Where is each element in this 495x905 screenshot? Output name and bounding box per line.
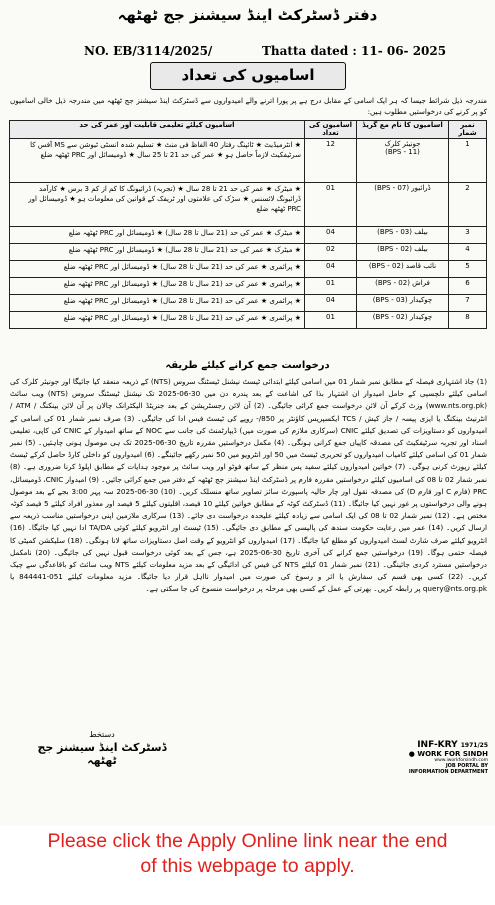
inf-number: 1971/25 xyxy=(460,742,488,749)
cell-count: 02 xyxy=(305,244,357,261)
inf-code-text: INF-KRY xyxy=(417,740,458,750)
post-scale: (BPS - 02) xyxy=(372,313,408,321)
table-row xyxy=(10,278,487,295)
logo-site: www.iworkforsindh.com xyxy=(434,758,488,763)
post-name: ڈرائیور xyxy=(411,184,431,192)
cell-serial: 8 xyxy=(449,312,487,329)
table-header-row xyxy=(10,121,487,139)
notice-line-1: Please click the Apply Online link near the end xyxy=(47,830,448,852)
work-for-sindh-logo xyxy=(404,750,488,758)
post-scale: (BPS - 02) xyxy=(377,245,412,253)
logo-mark-icon: ● xyxy=(408,750,415,758)
cell-serial: 5 xyxy=(449,261,487,278)
table-row xyxy=(10,244,487,261)
post-name: بیلف xyxy=(414,228,428,236)
posts-title-box: اسامیوں کی تعداد xyxy=(150,62,346,90)
cell-serial: 6 xyxy=(449,278,487,295)
cell-criteria: ★ انٹرمیڈیٹ ★ ٹائپنگ رفتار 40 الفاظ فی منٹ ★ تسلیم شدہ انسٹی ٹیوشن سے MS آفس کا سرٹیفکیٹ لازماً حاصل ہو ★ عمر کی حد 21 تا 25 سال ★ ڈومیسائل اور PRC ٹھٹھہ ضلع xyxy=(10,139,305,183)
table-row xyxy=(10,295,487,312)
cell-criteria: ★ پرائمری ★ عمر کی حد (21 سال تا 28 سال) ★ ڈومیسائل اور PRC ٹھٹھہ ضلع xyxy=(10,312,305,329)
office-heading: دفتر ڈسٹرکٹ اینڈ سیشنز جج ٹھٹھہ xyxy=(117,6,378,24)
signatory-name: ڈسٹرکٹ اینڈ سیشنز جج ٹھٹھہ xyxy=(37,741,167,767)
cell-post xyxy=(357,278,449,295)
post-name: نائب قاصد xyxy=(405,262,437,270)
cell-post xyxy=(357,139,449,183)
inf-code xyxy=(404,740,488,750)
cell-criteria: ★ پرائمری ★ عمر کی حد (21 سال تا 28 سال) ★ ڈومیسائل اور PRC ٹھٹھہ ضلع xyxy=(10,278,305,295)
cell-count: 01 xyxy=(305,183,357,227)
cell-post xyxy=(357,295,449,312)
inf-block xyxy=(404,740,488,775)
apply-online-notice xyxy=(0,826,495,905)
header-serial: نمبر شمار xyxy=(449,121,487,139)
portal-line-1: JOB PORTAL BY xyxy=(445,763,488,769)
cell-count: 12 xyxy=(305,139,357,183)
intro-paragraph: مندرجہ ذیل شرائط جیسا کہ ہر ایک اسامی کے مقابل درج ہے پر پورا اترنے والے امیدواروں سے ڈسٹرکٹ اینڈ سیشنز جج ٹھٹھہ میں مندرجہ ذیل خالی اسامیوں کو پر کرنے کی درخواستیں مطلوب ہیں: xyxy=(10,96,487,116)
post-name: بیلف xyxy=(414,245,428,253)
cell-count: 04 xyxy=(305,227,357,244)
post-name: چوکیدار xyxy=(409,313,433,321)
signature-label: دستخط xyxy=(89,730,115,739)
logo-text: WORK FOR SINDH xyxy=(417,750,488,758)
table-row xyxy=(10,139,487,183)
table-row xyxy=(10,261,487,278)
table-row xyxy=(10,227,487,244)
cell-criteria: ★ پرائمری ★ عمر کی حد (21 سال تا 28 سال) ★ ڈومیسائل اور PRC ٹھٹھہ ضلع xyxy=(10,295,305,312)
cell-serial: 2 xyxy=(449,183,487,227)
cell-serial: 3 xyxy=(449,227,487,244)
header-post: اسامیوں کا نام مع گریڈ xyxy=(357,121,449,139)
cell-count: 01 xyxy=(305,312,357,329)
post-scale: (BPS - 03) xyxy=(377,228,412,236)
cell-criteria: ★ میٹرک ★ عمر کی حد (21 سال تا 28 سال) ★ ڈومیسائل اور PRC ٹھٹھہ ضلع xyxy=(10,227,305,244)
header-criteria: اسامیوں کیلئے تعلیمی قابلیت اور عمر کی حد xyxy=(10,121,305,139)
post-scale: (BPS - 11) xyxy=(385,148,420,156)
notice-line-2: of this webpage to apply. xyxy=(140,855,355,877)
cell-count: 04 xyxy=(305,261,357,278)
cell-serial: 7 xyxy=(449,295,487,312)
cell-post xyxy=(357,244,449,261)
cell-post xyxy=(357,227,449,244)
post-name: جونیئر کلرک xyxy=(384,140,421,148)
reference-number: NO. EB/3114/2025/ xyxy=(84,44,213,58)
apply-instructions: (1) جاذ اشتہاری فیصلہ کے مطابق نمبر شمار 01 میں اسامی کیلئے ابتدائی ٹیسٹ نیشنل ٹیسٹنگ سروس (NTS) کے ذریعہ منعقد کیا جائیگا اور جونیئر کلرک کی اسامی کیلئے دلچسپی کے حامل امیدوار ان اشتہار بذا کی اشاعت کے بعد پندرہ دن میں 30-06-2025 تک نیشنل ٹیسٹنگ سروس (NTS) ویب سائٹ (www.nts.org.pk) وزٹ کرکے آن لائن درخواست جمع کرائی جائیگی۔ (2) آن لائن رجسٹریشن کے بعد جنریٹڈ الیکٹرانک چالان پر آن لائن بینکنگ / ATM / انٹرنیٹ بینکنگ یا ایزی پیسہ / جاز کیش / TCS ایکسپریس کاؤنٹر پر 850/- روپے کی ٹیسٹ فیس ادا کی جائیگی۔ (3) صرف نمبر شمار 01 کی اسامی کے امیدواروں کو دستاویزات کی تصدیق کیلئے CNIC (سرکاری ملازم کی صورت میں) ڈیپارٹمنٹ کی جانب سے NOC کے ساتھ امیدوار کے CNIC کی کاپی، تعلیمی اسناد اور تجربہ سرٹیفکیٹ کی مصدقہ کاپیاں جمع کرانی ہونگی۔ (4) مکمل درخواستیں مقررہ تاریخ 30-06-2025 تک ہی موصول ہونی چاہئیں۔ (5) نمبر شمار 01 کی اسامی کیلئے کامیاب امیدواروں کو تحریری ٹیسٹ میں 50 اور انٹرویو میں 50 نمبر رکھے جائینگے۔ (6) امیدواروں کو داخلی کارڈ حاصل کرکے ٹیسٹ کیلئے رپورٹ کرنی ہوگی۔ (7) خواتین امیدواروں کیلئے سفید پس منظر کے ساتھ فوٹو اور ویب سائٹ پر موجود ہدایات کے مطابق اپلوڈ کرنا ضروری ہے۔ (8) نمبر شمار 02 تا 08 کی اسامیوں کیلئے درخواستیں مقررہ فارم پر ڈسٹرکٹ اینڈ سیشنز جج ٹھٹھہ کے دفتر میں جمع کرائی جائیں۔ (9) امیدوار CNIC، ڈومیسائل، PRC (فارم C اور فارم D) کی مصدقہ نقول اور چار حالیہ پاسپورٹ سائز تصاویر ساتھ منسلک کریں۔ (10) 30-06-2025 سہ پہر 3:00 بجے کے بعد موصول ہونے والی درخواستوں پر غور نہیں کیا جائیگا۔ (11) ڈسٹرکٹ کوٹہ کے مطابق خواتین کیلئے 10 فیصد، اقلیتوں کیلئے 5 فیصد اور معذور افراد کیلئے 5 فیصد کوٹہ مختص ہے۔ (12) نمبر شمار 02 تا 08 کی ایک اسامی سے زیادہ کیلئے علیحدہ درخواست دی جائے۔ (13) سرکاری ملازمین اپنی درخواستیں مناسب ذریعہ سے ارسال کریں۔ (14) عمر میں رعایت حکومت سندھ کی پالیسی کے مطابق دی جائیگی۔ (15) ٹیسٹ اور انٹرویو کیلئے کوئی TA/DA ادا نہیں کیا جائیگا۔ (16) انٹرویو کیلئے صرف شارٹ لسٹ امیدواروں کو مطلع کیا جائیگا۔ (17) امیدواروں کو انٹرویو کے وقت اصل دستاویزات ساتھ لانا ہونگی۔ (18) سلیکشن کمیٹی کا فیصلہ حتمی ہوگا۔ (19) درخواستیں جمع کرانے کی آخری تاریخ 30-06-2025 ہے، جس کے بعد کوئی درخواست قبول نہیں کی جائیگی۔ (20) نامکمل درخواستیں مسترد کردی جائینگی۔ (21) نمبر شمار 01 کیلئے NTS کی فیس کی ادائیگی کے بعد مزید معلومات کیلئے NTS ویب سائٹ کو باقاعدگی سے چیک کریں۔ (22) کسی بھی قسم کی سفارش یا اثر و رسوخ کی صورت میں امیدوار نااہل قرار دیا جائیگا۔ مزید معلومات کیلئے 051-844441 یا query@nts.org.pk پر رابطہ کریں۔ بھرتی کے عمل کے کسی بھی مرحلہ پر درخواست منسوخ کی جا سکتی ہے۔ xyxy=(10,377,488,594)
cell-post xyxy=(357,261,449,278)
post-scale: (BPS - 02) xyxy=(368,262,404,270)
cell-criteria: ★ پرائمری ★ عمر کی حد (21 سال تا 28 سال) ★ ڈومیسائل اور PRC ٹھٹھہ ضلع xyxy=(10,261,305,278)
cell-criteria: ★ میٹرک ★ عمر کی حد (21 سال تا 28 سال) ★ ڈومیسائل اور PRC ٹھٹھہ ضلع xyxy=(10,244,305,261)
cell-count: 01 xyxy=(305,278,357,295)
post-scale: (BPS - 03) xyxy=(372,296,408,304)
cell-serial: 4 xyxy=(449,244,487,261)
table-row xyxy=(10,183,487,227)
issue-date: Thatta dated : 11- 06- 2025 xyxy=(262,44,447,58)
post-name: چوکیدار xyxy=(409,296,433,304)
signature-block xyxy=(22,730,182,767)
cell-post xyxy=(357,183,449,227)
header-count: اسامیوں کی تعداد xyxy=(305,121,357,139)
post-name: فراش xyxy=(412,279,430,287)
portal-line-2: INFORMATION DEPARTMENT xyxy=(408,769,488,775)
cell-criteria: ★ میٹرک ★ عمر کی حد 21 تا 28 سال ★ (تجربہ) ڈرائیونگ کا کم از کم 3 برس ★ کارآمد ڈرائیونگ لائسنس ★ سڑک کی علامتوں اور ٹریفک کے قوانین کی معلومات ہو ★ ڈومیسائل اور PRC ٹھٹھہ ضلع xyxy=(10,183,305,227)
cell-post xyxy=(357,312,449,329)
apply-method-heading: درخواست جمع کرانے کیلئے طریقہ xyxy=(165,360,330,371)
cell-serial: 1 xyxy=(449,139,487,183)
post-scale: (BPS - 02) xyxy=(375,279,410,287)
cell-count: 04 xyxy=(305,295,357,312)
post-scale: (BPS - 07) xyxy=(374,184,410,192)
posts-table xyxy=(9,120,487,329)
table-row xyxy=(10,312,487,329)
